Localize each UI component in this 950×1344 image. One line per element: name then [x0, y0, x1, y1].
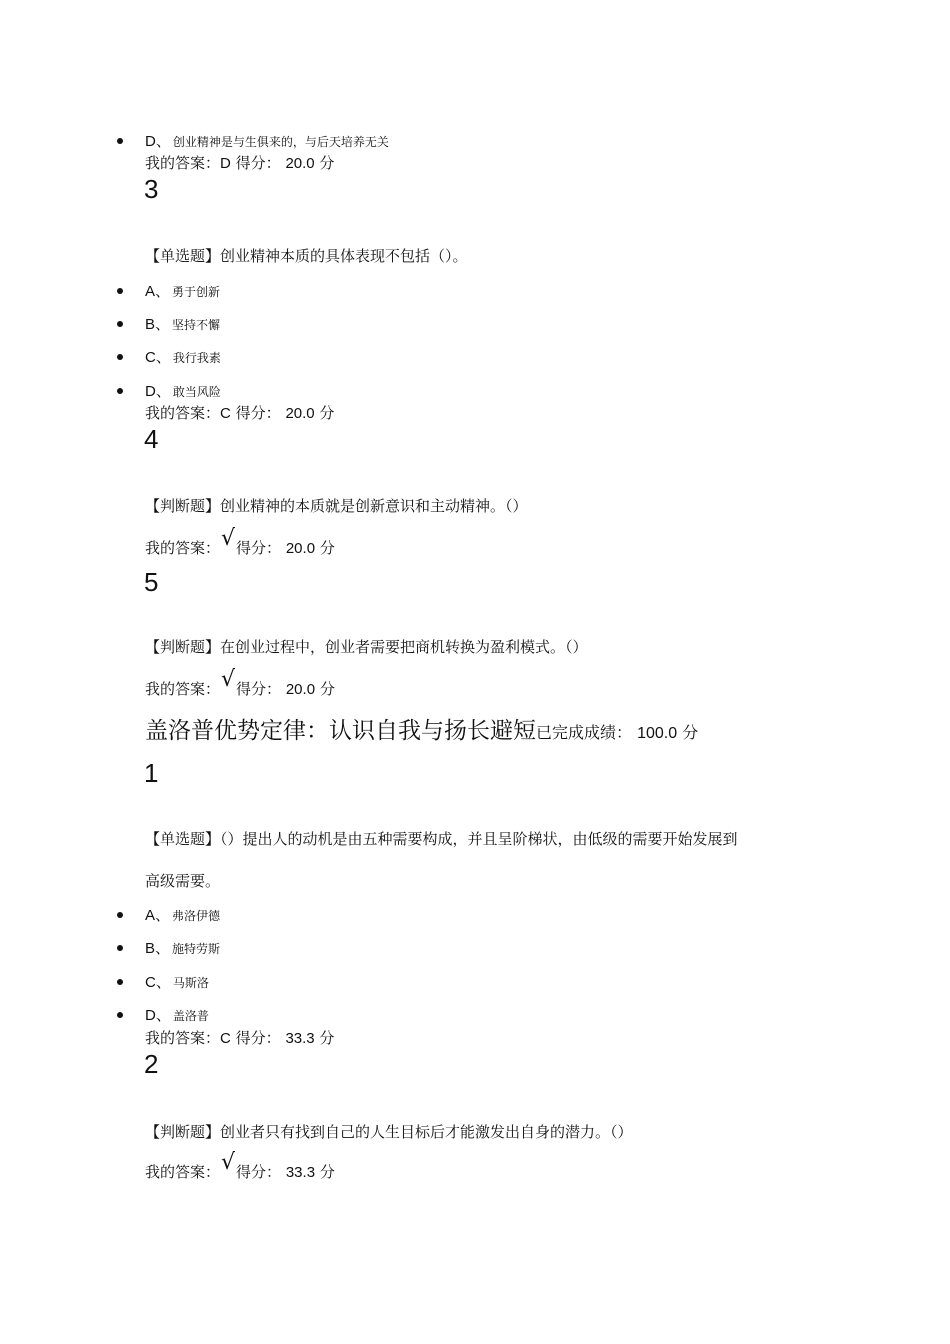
option-d	[145, 380, 221, 401]
bullet	[117, 138, 123, 144]
section-status: 已完成成绩：	[536, 723, 633, 742]
option-text: 敢当风险	[172, 385, 221, 399]
question-text: 【判断题】创业者只有找到自己的人生目标后才能激发出自身的潜力。（）	[145, 1123, 633, 1141]
score-unit: 分	[319, 154, 335, 172]
option-letter: D、	[145, 383, 171, 400]
option-text: 勇于创新	[172, 285, 221, 299]
bullet	[117, 321, 123, 327]
option-text: 坚持不懈	[172, 318, 221, 332]
score-value: 20.0	[285, 681, 316, 698]
score-label: 得分：	[236, 539, 282, 557]
question-number: 2	[144, 1049, 159, 1079]
score-unit: 分	[319, 539, 335, 557]
option-text: 弗洛伊德	[172, 909, 221, 923]
option-letter: D、	[145, 1007, 171, 1024]
question-text: 【单选题】（）提出人的动机是由五种需要构成，并且呈阶梯状，由低级的需要开始发展到	[145, 830, 738, 848]
option-a	[145, 904, 220, 925]
option-b	[145, 313, 220, 334]
question-text: 【判断题】在创业过程中，创业者需要把商机转换为盈利模式。（）	[145, 638, 588, 656]
check-mark: √	[221, 1150, 236, 1175]
score-label: 得分：	[236, 680, 282, 698]
question-text: 【判断题】创业精神的本质就是创新意识和主动精神。（）	[145, 497, 528, 515]
option-text: 创业精神是与生俱来的，与后天培养无关	[172, 135, 389, 149]
score-unit: 分	[319, 1163, 335, 1181]
option-letter: C、	[145, 974, 171, 991]
section-heading	[145, 712, 698, 745]
answer-label: 我的答案：	[145, 680, 221, 698]
answer-line	[145, 1027, 334, 1048]
answer-line	[145, 526, 335, 559]
section-title: 盖洛普优势定律：认识自我与扬长避短	[145, 718, 536, 744]
score-unit: 分	[319, 404, 335, 422]
answer-line	[145, 152, 334, 173]
check-mark: √	[221, 526, 236, 551]
option-letter: D、	[145, 133, 171, 150]
question-number: 1	[144, 758, 159, 788]
score-value: 33.3	[285, 1164, 316, 1181]
score-label: 得分：	[235, 1029, 281, 1047]
score-label: 得分：	[235, 154, 281, 172]
answer-label: 我的答案：	[145, 154, 221, 172]
question-number: 5	[144, 567, 159, 597]
option-c	[145, 346, 221, 367]
question-text-continued: 高级需要。	[145, 872, 221, 890]
bullet	[117, 912, 123, 918]
bullet	[117, 388, 123, 394]
bullet	[117, 1012, 123, 1018]
check-mark: √	[221, 667, 236, 692]
score-value: 33.3	[285, 1030, 315, 1047]
score-label: 得分：	[235, 404, 281, 422]
score-unit: 分	[319, 1029, 335, 1047]
section-score: 100.0	[637, 725, 678, 742]
score-value: 20.0	[285, 405, 315, 422]
answer-value: D	[220, 155, 231, 172]
option-d	[145, 1004, 209, 1025]
option-text: 盖洛普	[172, 1009, 209, 1023]
option-text: 马斯洛	[172, 976, 209, 990]
question-number: 4	[144, 424, 159, 454]
answer-label: 我的答案：	[145, 1029, 221, 1047]
answer-line	[145, 1150, 335, 1183]
option-letter: B、	[145, 316, 171, 333]
option-letter: A、	[145, 283, 171, 300]
question-text: 【单选题】创业精神本质的具体表现不包括（）。	[145, 247, 468, 265]
answer-line	[145, 667, 335, 700]
bullet	[117, 354, 123, 360]
answer-label: 我的答案：	[145, 1163, 221, 1181]
bullet	[117, 979, 123, 985]
bullet	[117, 945, 123, 951]
score-value: 20.0	[285, 155, 315, 172]
option-text: 施特劳斯	[172, 942, 221, 956]
question-number: 3	[144, 174, 159, 204]
option-text: 我行我素	[172, 351, 221, 365]
option-d	[145, 130, 389, 151]
option-letter: B、	[145, 940, 171, 957]
bullet	[117, 288, 123, 294]
option-a	[145, 280, 220, 301]
score-unit: 分	[319, 680, 335, 698]
score-label: 得分：	[236, 1163, 282, 1181]
option-letter: A、	[145, 907, 171, 924]
section-score-unit: 分	[682, 723, 699, 742]
answer-line	[145, 402, 334, 423]
answer-value: C	[220, 405, 231, 422]
option-letter: C、	[145, 349, 171, 366]
answer-value: C	[220, 1030, 231, 1047]
answer-label: 我的答案：	[145, 539, 221, 557]
option-b	[145, 937, 220, 958]
answer-label: 我的答案：	[145, 404, 221, 422]
score-value: 20.0	[285, 540, 316, 557]
option-c	[145, 971, 209, 992]
